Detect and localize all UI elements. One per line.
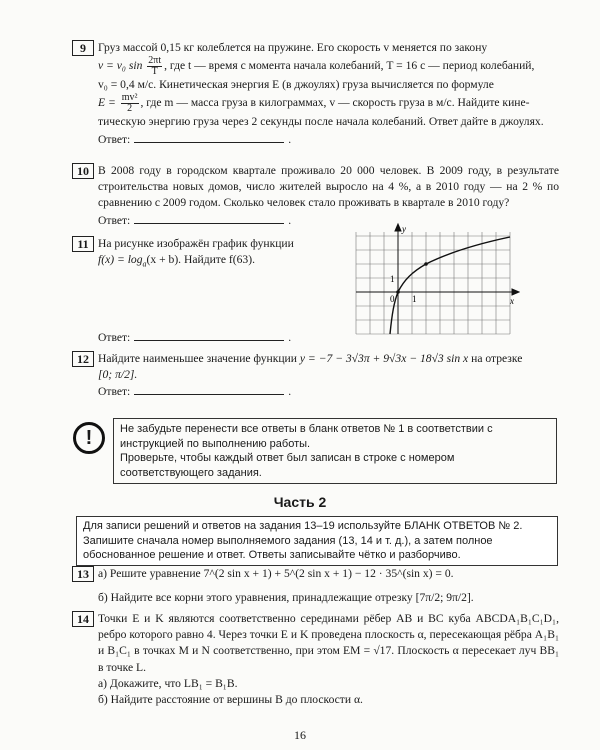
page-number: 16 [294,728,306,742]
formula: v = v₀ sin [98,59,143,73]
problem-number: 10 [72,163,94,179]
instructions-box: Для записи решений и ответов на задания 13–19 используйте БЛАНК ОТВЕТОВ № 2. Запишите сначала номер выполняемого задания (13, 14 и т. д.), а затем полное обоснованное решение и ответ. Ответы записывайте чётко и разборчиво. [76,516,558,566]
answer-label: Ответ: [98,330,131,344]
problem-number: 13 [72,566,94,582]
problem-13 [73,566,559,606]
part-a: а) Решите уравнение 7^(2 sin x + 1) + 5^(2 sin x + 1) − 12 · 35^(sin x) = 0. [98,567,454,580]
part-b: б) Найдите все корни этого уравнения, принадлежащие отрезку [7π/2; 9π/2]. [98,591,474,605]
answer-label: Ответ: [98,385,131,399]
part-a: а) Докажите, что LB₁ = B₁B. [98,676,238,690]
reminder-line: Проверьте, чтобы каждый ответ был записан в строке с номером соответствующего задания. [120,452,455,479]
formula: E = [98,96,116,110]
interval: [0; π/2]. [98,368,138,382]
x-axis-label: x [510,296,514,306]
y-axis-label: y [402,224,406,234]
log-curve [390,237,510,334]
function-graph [352,222,520,338]
answer-row: Ответ: . [98,213,292,227]
answer-row: Ответ: . [98,132,292,146]
y-tick-one: 1 [390,274,395,284]
problem-text [98,566,559,606]
problem-14 [73,611,559,708]
problem-text: Найдите наименьшее значение функции y = −7 − 3√3π + 9√3x − 18√3 sin x на отрезке [0; π/2]. [98,351,559,383]
answer-label: Ответ: [98,213,131,227]
point-marker [424,262,428,266]
answer-field[interactable] [134,383,284,395]
x-tick-one: 1 [412,294,417,304]
problem-number: 12 [72,351,94,367]
reminder-line: Не забудьте перенести все ответы в бланк ответов № 1 в соответствии с инструкцией по выполнению работы. [120,423,493,450]
problem-number: 11 [72,236,94,252]
section-title: Часть 2 [273,494,327,510]
problem-text [98,611,559,708]
text-line: Груз массой 0,15 кг колеблется на пружине. Его скорость v меняется по закону [98,41,488,54]
answer-field[interactable] [134,329,284,341]
problem-number: 14 [72,611,94,627]
point-marker [396,290,400,294]
problem-text [98,40,559,131]
part-b: б) Найдите расстояние от вершины B до плоскости α. [98,693,363,707]
problem-text [98,236,333,273]
answer-row: Ответ: . [98,385,292,399]
answer-row: Ответ: . [98,330,292,344]
problem-text: В 2008 году в городском квартале проживало 20 000 человек. В 2009 году, в результате строительства новых домов, число жителей выросло на 4 %, а в 2010 году — на 2 % по сравнению с 2009 годом. Сколько человек стало проживать в квартале в 2010 году? [98,164,559,210]
problem-statement: Точки E и K являются соответственно серединами рёбер AB и BC куба ABCDA₁B₁C₁D₁, ребро которого равно 4. Через точки E и K проведена плоскость α, пересекающая рёбра A₁B₁ и B₁C₁ в точках M и N соответственно, при этом EM = √17. Плоскость α пересекает луч BB₁ в точке L. [98,612,559,674]
text-line: $f(x) = \log_a(x + b)$. Найдите f(63). [98,253,255,269]
exclamation-icon: ! [73,422,105,454]
text-line: v₀ = 0,4 м/с. Кинетическая энергия E (в джоулях) груза вычисляется по формуле [98,78,494,92]
problem-12 [73,351,559,401]
text-line: На рисунке изображён график функции [98,237,294,250]
problem-10 [73,163,559,229]
formula: y = −7 − 3√3π + 9√3x − 18√3 sin x [299,352,469,365]
text-line: E = $\frac{\text{mv²}}{2}$ , где m — масса груза в килограммах, v — скорость груза в м/с. Найдите кине- [98,92,530,115]
problem-9 [73,40,559,148]
problem-11 [73,236,333,346]
answer-field[interactable] [134,131,284,143]
reminder-box [113,418,557,484]
fraction: $\frac{2\pi t}{T}$ [148,55,162,78]
fraction: $\frac{\text{mv²}}{2}$ [121,92,138,115]
problem-number: 9 [72,40,94,56]
text-line: v = v₀ sin $\frac{2\pi t}{T}$ , где t — время с момента начала колебаний, T = 16 с — период колебаний, [98,55,535,78]
answer-field[interactable] [134,212,284,224]
grid [356,232,510,334]
text-line: тическую энергию груза через 2 секунды после начала колебаний. Ответ дайте в джоулях. [98,115,544,129]
origin-label: 0 [390,294,395,304]
answer-label: Ответ: [98,132,131,146]
